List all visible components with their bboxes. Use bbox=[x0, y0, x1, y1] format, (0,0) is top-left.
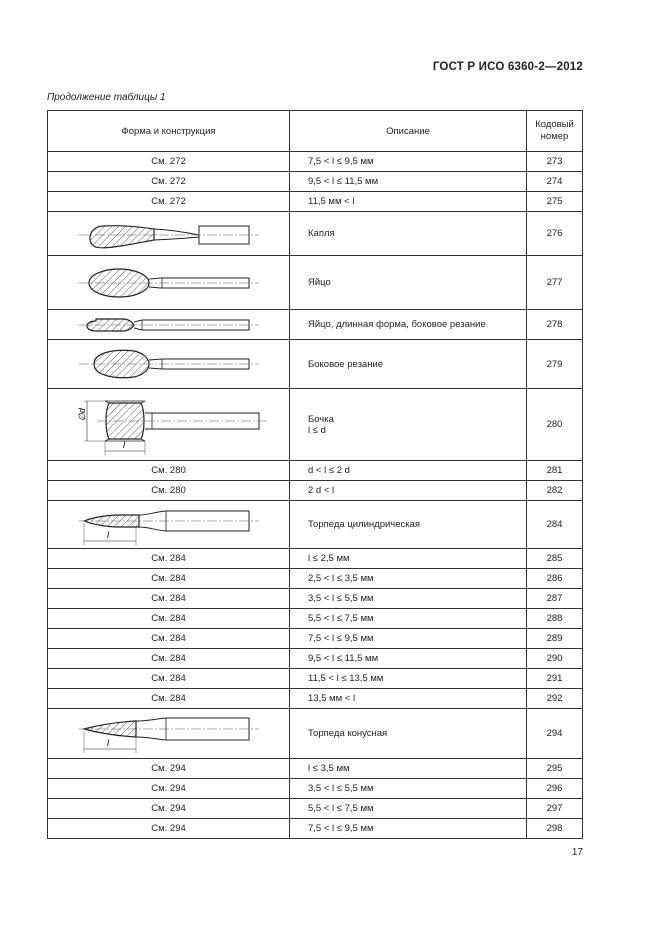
code-cell: 289 bbox=[527, 629, 583, 649]
code-cell: 281 bbox=[527, 461, 583, 481]
table-row bbox=[48, 461, 583, 481]
description-cell: 7,5 < l ≤ 9,5 мм bbox=[290, 819, 527, 839]
form-cell: См. 284 bbox=[48, 549, 290, 569]
form-cell: См. 284 bbox=[48, 629, 290, 649]
description-cell: 9,5 < l ≤ 11,5 мм bbox=[290, 649, 527, 669]
form-cell: См. 294 bbox=[48, 759, 290, 779]
description-cell: Капля bbox=[290, 212, 527, 256]
conical-torpedo-burr-drawing bbox=[74, 711, 264, 757]
description-cell: 7,5 < l ≤ 9,5 мм bbox=[290, 152, 527, 172]
table-row bbox=[48, 340, 583, 389]
table-caption: Продолжение таблицы 1 bbox=[47, 92, 166, 103]
form-cell: См. 294 bbox=[48, 779, 290, 799]
form-cell: См. 284 bbox=[48, 689, 290, 709]
code-cell: 290 bbox=[527, 649, 583, 669]
form-cell: См. 294 bbox=[48, 819, 290, 839]
description-cell: Боковое резание bbox=[290, 340, 527, 389]
length-label: l bbox=[122, 439, 125, 450]
description-cell: l ≤ 2,5 мм bbox=[290, 549, 527, 569]
form-cell: См. 284 bbox=[48, 649, 290, 669]
code-cell: 286 bbox=[527, 569, 583, 589]
table-row bbox=[48, 669, 583, 689]
code-cell: 280 bbox=[527, 389, 583, 461]
page-number: 17 bbox=[571, 847, 583, 858]
description-cell: l ≤ 3,5 мм bbox=[290, 759, 527, 779]
description-cell: 13,5 мм < l bbox=[290, 689, 527, 709]
table-row bbox=[48, 569, 583, 589]
table-row bbox=[48, 759, 583, 779]
long-egg-burr-drawing bbox=[74, 312, 264, 338]
table-row bbox=[48, 192, 583, 212]
table-row bbox=[48, 819, 583, 839]
description-cell: 5,5 < l ≤ 7,5 мм bbox=[290, 799, 527, 819]
barrel-burr-drawing bbox=[69, 391, 269, 459]
description-cell: 2 d < l bbox=[290, 481, 527, 501]
code-cell: 297 bbox=[527, 799, 583, 819]
description-cell: Яйцо, длинная форма, боковое резание bbox=[290, 310, 527, 340]
form-cell: См. 284 bbox=[48, 609, 290, 629]
description-cell: 7,5 < l ≤ 9,5 мм bbox=[290, 629, 527, 649]
form-cell bbox=[48, 340, 290, 389]
code-cell: 285 bbox=[527, 549, 583, 569]
drop-burr-drawing bbox=[74, 214, 264, 254]
table-row bbox=[48, 389, 583, 461]
form-cell bbox=[48, 310, 290, 340]
code-cell: 287 bbox=[527, 589, 583, 609]
form-cell: См. 280 bbox=[48, 481, 290, 501]
length-label: l bbox=[106, 737, 109, 748]
description-line: Бочка bbox=[308, 413, 334, 425]
table-row bbox=[48, 649, 583, 669]
form-cell bbox=[48, 501, 290, 549]
description-cell bbox=[290, 389, 527, 461]
form-cell: См. 294 bbox=[48, 799, 290, 819]
table-row bbox=[48, 152, 583, 172]
table-row bbox=[48, 609, 583, 629]
table-row bbox=[48, 310, 583, 340]
cylindrical-torpedo-burr-drawing bbox=[74, 503, 264, 547]
code-cell: 296 bbox=[527, 779, 583, 799]
code-cell: 284 bbox=[527, 501, 583, 549]
code-cell: 291 bbox=[527, 669, 583, 689]
length-label: l bbox=[106, 529, 109, 540]
code-cell: 288 bbox=[527, 609, 583, 629]
description-cell: 11,5 < l ≤ 13,5 мм bbox=[290, 669, 527, 689]
description-cell: 9,5 < l ≤ 11,5 мм bbox=[290, 172, 527, 192]
code-cell: 277 bbox=[527, 256, 583, 310]
code-cell: 298 bbox=[527, 819, 583, 839]
form-cell: См. 284 bbox=[48, 589, 290, 609]
form-cell: См. 272 bbox=[48, 172, 290, 192]
code-cell: 274 bbox=[527, 172, 583, 192]
code-cell: 275 bbox=[527, 192, 583, 212]
code-cell: 278 bbox=[527, 310, 583, 340]
description-cell: d < l ≤ 2 d bbox=[290, 461, 527, 481]
diameter-label: ∅d bbox=[76, 407, 87, 421]
form-cell: См. 272 bbox=[48, 192, 290, 212]
code-cell: 292 bbox=[527, 689, 583, 709]
code-cell: 279 bbox=[527, 340, 583, 389]
code-cell: 282 bbox=[527, 481, 583, 501]
side-cutting-burr-drawing bbox=[74, 341, 264, 387]
description-cell: Торпеда цилиндрическая bbox=[290, 501, 527, 549]
form-cell: См. 284 bbox=[48, 569, 290, 589]
table-row bbox=[48, 629, 583, 649]
table-row bbox=[48, 256, 583, 310]
table-row bbox=[48, 589, 583, 609]
table-row bbox=[48, 799, 583, 819]
table-row bbox=[48, 709, 583, 759]
description-cell: 11,5 мм < l bbox=[290, 192, 527, 212]
code-cell: 295 bbox=[527, 759, 583, 779]
description-cell: Яйцо bbox=[290, 256, 527, 310]
form-cell: См. 284 bbox=[48, 669, 290, 689]
form-cell bbox=[48, 212, 290, 256]
code-cell: 294 bbox=[527, 709, 583, 759]
column-header-form: Форма и конструкция bbox=[48, 111, 290, 152]
table-row bbox=[48, 481, 583, 501]
description-cell: 5,5 < l ≤ 7,5 мм bbox=[290, 609, 527, 629]
description-line: l ≤ d bbox=[308, 424, 326, 436]
description-cell: 3,5 < l ≤ 5,5 мм bbox=[290, 589, 527, 609]
burr-shapes-table bbox=[47, 110, 583, 839]
column-header-description: Описание bbox=[290, 111, 527, 152]
table-row bbox=[48, 689, 583, 709]
code-cell: 273 bbox=[527, 152, 583, 172]
table-row bbox=[48, 779, 583, 799]
table-row bbox=[48, 172, 583, 192]
document-header: ГОСТ Р ИСО 6360-2—2012 bbox=[432, 61, 583, 73]
table-row bbox=[48, 549, 583, 569]
description-cell: 2,5 < l ≤ 3,5 мм bbox=[290, 569, 527, 589]
column-header-code: Кодовый номер bbox=[527, 111, 583, 152]
form-cell: См. 272 bbox=[48, 152, 290, 172]
table-row bbox=[48, 501, 583, 549]
form-cell bbox=[48, 389, 290, 461]
code-cell: 276 bbox=[527, 212, 583, 256]
table-row bbox=[48, 212, 583, 256]
egg-burr-drawing bbox=[74, 258, 264, 308]
description-cell: Торпеда конусная bbox=[290, 709, 527, 759]
form-cell: См. 280 bbox=[48, 461, 290, 481]
form-cell bbox=[48, 709, 290, 759]
form-cell bbox=[48, 256, 290, 310]
description-cell: 3,5 < l ≤ 5,5 мм bbox=[290, 779, 527, 799]
